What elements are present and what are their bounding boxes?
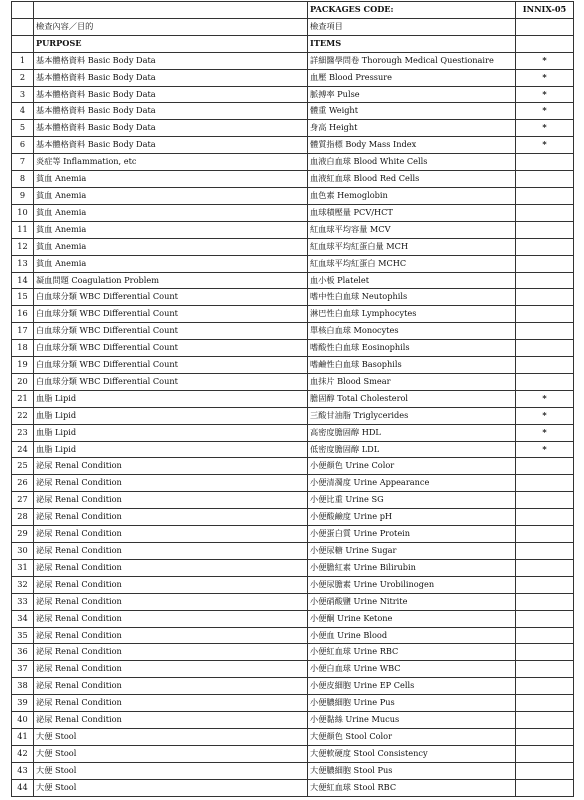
row-item: 小便酸鹼度 Urine pH: [308, 509, 516, 526]
row-purpose: 泌尿 Renal Condition: [34, 559, 308, 576]
row-purpose: 貧血 Anemia: [34, 255, 308, 272]
row-number: 16: [12, 306, 34, 323]
row-item: 血抹片 Blood Smear: [308, 373, 516, 390]
row-number: 5: [12, 120, 34, 137]
row-included-mark: [516, 661, 574, 678]
row-number: 9: [12, 187, 34, 204]
table-row: [12, 255, 574, 272]
row-included-mark: [516, 526, 574, 543]
row-purpose: 基本體格資料 Basic Body Data: [34, 103, 308, 120]
row-included-mark: [516, 728, 574, 745]
table-row: [12, 390, 574, 407]
row-included-mark: [516, 187, 574, 204]
table-row: [12, 272, 574, 289]
row-included-mark: [516, 238, 574, 255]
row-item: 小便膿細胞 Urine Pus: [308, 695, 516, 712]
row-item: 單核白血球 Monocytes: [308, 323, 516, 340]
row-number: 30: [12, 543, 34, 560]
row-item: 小便酮 Urine Ketone: [308, 610, 516, 627]
header-blank-cell: [516, 35, 574, 52]
row-item: 大便軟硬度 Stool Consistency: [308, 745, 516, 762]
row-purpose: 貧血 Anemia: [34, 238, 308, 255]
row-item: 大便膿細胞 Stool Pus: [308, 762, 516, 779]
table-row: [12, 289, 574, 306]
row-item: 高密度膽固醇 HDL: [308, 424, 516, 441]
row-item: 體質指標 Body Mass Index: [308, 137, 516, 154]
row-item: 小便比重 Urine SG: [308, 492, 516, 509]
table-row: [12, 187, 574, 204]
table-row: [12, 475, 574, 492]
purpose-header-zh: 檢查內容／目的: [34, 18, 308, 35]
table-row: [12, 238, 574, 255]
row-purpose: 泌尿 Renal Condition: [34, 475, 308, 492]
row-number: 38: [12, 678, 34, 695]
row-purpose: 大便 Stool: [34, 762, 308, 779]
row-purpose: 血脂 Lipid: [34, 441, 308, 458]
row-purpose: 泌尿 Renal Condition: [34, 543, 308, 560]
row-number: 21: [12, 390, 34, 407]
row-purpose: 貧血 Anemia: [34, 187, 308, 204]
row-item: 小便清濁度 Urine Appearance: [308, 475, 516, 492]
row-number: 15: [12, 289, 34, 306]
row-number: 31: [12, 559, 34, 576]
table-row: [12, 340, 574, 357]
table-row: [12, 86, 574, 103]
table-row: [12, 424, 574, 441]
row-number: 20: [12, 373, 34, 390]
table-row: [12, 69, 574, 86]
header-blank-cell: [34, 2, 308, 19]
header-blank-cell: [12, 2, 34, 19]
row-purpose: 凝血問題 Coagulation Problem: [34, 272, 308, 289]
row-number: 18: [12, 340, 34, 357]
row-item: 血色素 Hemoglobin: [308, 187, 516, 204]
row-item: 血小板 Platelet: [308, 272, 516, 289]
row-purpose: 白血球分類 WBC Differential Count: [34, 340, 308, 357]
row-purpose: 血脂 Lipid: [34, 390, 308, 407]
row-included-mark: *: [516, 52, 574, 69]
table-row: [12, 306, 574, 323]
table-row: [12, 543, 574, 560]
header-row-zh: [12, 18, 574, 35]
row-purpose: 貧血 Anemia: [34, 204, 308, 221]
row-included-mark: *: [516, 390, 574, 407]
table-row: [12, 728, 574, 745]
row-number: 35: [12, 627, 34, 644]
packages-code-label: PACKAGES CODE:: [308, 2, 516, 19]
table-row: [12, 593, 574, 610]
row-number: 41: [12, 728, 34, 745]
row-item: 大便顏色 Stool Color: [308, 728, 516, 745]
row-included-mark: *: [516, 86, 574, 103]
header-blank-cell: [12, 18, 34, 35]
table-row: [12, 52, 574, 69]
row-item: 體重 Weight: [308, 103, 516, 120]
row-purpose: 泌尿 Renal Condition: [34, 678, 308, 695]
table-row: [12, 526, 574, 543]
row-item: 小便黏絲 Urine Mucus: [308, 712, 516, 729]
table-row: [12, 171, 574, 188]
row-number: 24: [12, 441, 34, 458]
row-purpose: 基本體格資料 Basic Body Data: [34, 120, 308, 137]
row-item: 脈搏率 Pulse: [308, 86, 516, 103]
row-number: 7: [12, 154, 34, 171]
row-purpose: 泌尿 Renal Condition: [34, 593, 308, 610]
package-sheet: [11, 1, 574, 797]
row-purpose: 白血球分類 WBC Differential Count: [34, 357, 308, 374]
row-included-mark: [516, 745, 574, 762]
row-included-mark: [516, 154, 574, 171]
table-row: [12, 712, 574, 729]
row-item: 嗜中性白血球 Neutophils: [308, 289, 516, 306]
table-row: [12, 323, 574, 340]
row-number: 11: [12, 221, 34, 238]
row-item: 小便紅血球 Urine RBC: [308, 644, 516, 661]
row-purpose: 泌尿 Renal Condition: [34, 661, 308, 678]
row-purpose: 基本體格資料 Basic Body Data: [34, 86, 308, 103]
row-included-mark: [516, 204, 574, 221]
row-purpose: 大便 Stool: [34, 779, 308, 796]
row-item: 小便硝酸鹽 Urine Nitrite: [308, 593, 516, 610]
row-item: 小便尿膽素 Urine Urobilinogen: [308, 576, 516, 593]
row-purpose: 白血球分類 WBC Differential Count: [34, 306, 308, 323]
row-item: 詳細醫學問卷 Thorough Medical Questionaire: [308, 52, 516, 69]
row-included-mark: [516, 509, 574, 526]
row-item: 淋巴性白血球 Lymphocytes: [308, 306, 516, 323]
row-purpose: 泌尿 Renal Condition: [34, 695, 308, 712]
row-item: 血液白血球 Blood White Cells: [308, 154, 516, 171]
row-included-mark: [516, 340, 574, 357]
row-item: 小便血 Urine Blood: [308, 627, 516, 644]
row-purpose: 大便 Stool: [34, 745, 308, 762]
row-purpose: 泌尿 Renal Condition: [34, 610, 308, 627]
row-included-mark: [516, 695, 574, 712]
table-row: [12, 458, 574, 475]
row-purpose: 泌尿 Renal Condition: [34, 492, 308, 509]
row-number: 3: [12, 86, 34, 103]
row-purpose: 基本體格資料 Basic Body Data: [34, 52, 308, 69]
row-included-mark: [516, 543, 574, 560]
row-number: 28: [12, 509, 34, 526]
row-included-mark: [516, 678, 574, 695]
row-item: 血球積壓量 PCV/HCT: [308, 204, 516, 221]
row-included-mark: [516, 255, 574, 272]
row-included-mark: [516, 458, 574, 475]
row-purpose: 貧血 Anemia: [34, 171, 308, 188]
table-row: [12, 745, 574, 762]
row-number: 17: [12, 323, 34, 340]
table-row: [12, 661, 574, 678]
row-number: 27: [12, 492, 34, 509]
row-purpose: 白血球分類 WBC Differential Count: [34, 373, 308, 390]
table-row: [12, 441, 574, 458]
row-included-mark: [516, 593, 574, 610]
row-included-mark: [516, 221, 574, 238]
row-included-mark: [516, 323, 574, 340]
row-purpose: 炎症等 Inflammation, etc: [34, 154, 308, 171]
header-blank-cell: [516, 18, 574, 35]
row-included-mark: [516, 644, 574, 661]
row-number: 1: [12, 52, 34, 69]
row-number: 6: [12, 137, 34, 154]
table-row: [12, 120, 574, 137]
row-number: 36: [12, 644, 34, 661]
table-row: [12, 137, 574, 154]
row-purpose: 血脂 Lipid: [34, 424, 308, 441]
row-included-mark: *: [516, 407, 574, 424]
row-number: 29: [12, 526, 34, 543]
row-item: 血壓 Blood Pressure: [308, 69, 516, 86]
row-number: 13: [12, 255, 34, 272]
row-number: 40: [12, 712, 34, 729]
table-row: [12, 407, 574, 424]
table-row: [12, 610, 574, 627]
items-header-en: ITEMS: [308, 35, 516, 52]
header-row-en: [12, 35, 574, 52]
row-item: 嗜酸性白血球 Eosinophils: [308, 340, 516, 357]
table-row: [12, 357, 574, 374]
row-number: 14: [12, 272, 34, 289]
table-row: [12, 373, 574, 390]
row-included-mark: *: [516, 103, 574, 120]
row-item: 小便蛋白質 Urine Protein: [308, 526, 516, 543]
table-row: [12, 154, 574, 171]
table-row: [12, 221, 574, 238]
row-purpose: 泌尿 Renal Condition: [34, 644, 308, 661]
header-blank-cell: [12, 35, 34, 52]
row-included-mark: [516, 373, 574, 390]
row-purpose: 泌尿 Renal Condition: [34, 627, 308, 644]
row-purpose: 大便 Stool: [34, 728, 308, 745]
row-number: 26: [12, 475, 34, 492]
table-row: [12, 492, 574, 509]
row-item: 血液紅血球 Blood Red Cells: [308, 171, 516, 188]
row-included-mark: [516, 171, 574, 188]
row-number: 37: [12, 661, 34, 678]
table-row: [12, 576, 574, 593]
row-number: 43: [12, 762, 34, 779]
row-purpose: 白血球分類 WBC Differential Count: [34, 289, 308, 306]
row-included-mark: *: [516, 120, 574, 137]
row-purpose: 貧血 Anemia: [34, 221, 308, 238]
row-item: 紅血球平均紅蛋白量 MCH: [308, 238, 516, 255]
row-purpose: 基本體格資料 Basic Body Data: [34, 69, 308, 86]
table-row: [12, 762, 574, 779]
row-included-mark: [516, 306, 574, 323]
row-item: 小便膽紅素 Urine Bilirubin: [308, 559, 516, 576]
table-row: [12, 644, 574, 661]
row-purpose: 血脂 Lipid: [34, 407, 308, 424]
items-header-zh: 檢查項目: [308, 18, 516, 35]
row-included-mark: [516, 289, 574, 306]
row-number: 42: [12, 745, 34, 762]
row-purpose: 泌尿 Renal Condition: [34, 458, 308, 475]
row-purpose: 泌尿 Renal Condition: [34, 712, 308, 729]
row-number: 25: [12, 458, 34, 475]
row-purpose: 泌尿 Renal Condition: [34, 576, 308, 593]
packages-code-value: INNIX-05: [516, 2, 574, 19]
table-row: [12, 779, 574, 796]
header-row-code: [12, 2, 574, 19]
table-row: [12, 627, 574, 644]
row-included-mark: [516, 357, 574, 374]
row-purpose: 泌尿 Renal Condition: [34, 509, 308, 526]
row-included-mark: *: [516, 69, 574, 86]
row-item: 小便皮細胞 Urine EP Cells: [308, 678, 516, 695]
row-number: 23: [12, 424, 34, 441]
row-included-mark: [516, 779, 574, 796]
row-number: 12: [12, 238, 34, 255]
row-included-mark: [516, 559, 574, 576]
row-item: 身高 Height: [308, 120, 516, 137]
row-number: 44: [12, 779, 34, 796]
row-included-mark: [516, 762, 574, 779]
row-item: 低密度膽固醇 LDL: [308, 441, 516, 458]
row-purpose: 泌尿 Renal Condition: [34, 526, 308, 543]
row-item: 紅血球平均紅蛋白 MCHC: [308, 255, 516, 272]
table-row: [12, 509, 574, 526]
row-number: 32: [12, 576, 34, 593]
package-items-table: [11, 1, 574, 797]
row-included-mark: [516, 475, 574, 492]
row-included-mark: *: [516, 424, 574, 441]
row-item: 小便尿糖 Urine Sugar: [308, 543, 516, 560]
row-included-mark: [516, 272, 574, 289]
row-item: 膽固醇 Total Cholesterol: [308, 390, 516, 407]
table-row: [12, 204, 574, 221]
row-item: 大便紅血球 Stool RBC: [308, 779, 516, 796]
row-included-mark: [516, 627, 574, 644]
row-included-mark: [516, 610, 574, 627]
row-purpose: 白血球分類 WBC Differential Count: [34, 323, 308, 340]
row-item: 嗜鹼性白血球 Basophils: [308, 357, 516, 374]
row-number: 19: [12, 357, 34, 374]
row-item: 小便白血球 Urine WBC: [308, 661, 516, 678]
row-number: 34: [12, 610, 34, 627]
row-included-mark: [516, 712, 574, 729]
row-number: 10: [12, 204, 34, 221]
row-number: 39: [12, 695, 34, 712]
row-item: 小便顏色 Urine Color: [308, 458, 516, 475]
table-row: [12, 559, 574, 576]
row-included-mark: [516, 576, 574, 593]
row-included-mark: *: [516, 441, 574, 458]
row-number: 33: [12, 593, 34, 610]
row-number: 2: [12, 69, 34, 86]
purpose-header-en: PURPOSE: [34, 35, 308, 52]
table-row: [12, 695, 574, 712]
row-included-mark: *: [516, 137, 574, 154]
row-included-mark: [516, 492, 574, 509]
row-item: 三酸甘油脂 Triglycerides: [308, 407, 516, 424]
row-item: 紅血球平均容量 MCV: [308, 221, 516, 238]
table-row: [12, 103, 574, 120]
row-number: 8: [12, 171, 34, 188]
table-row: [12, 678, 574, 695]
row-purpose: 基本體格資料 Basic Body Data: [34, 137, 308, 154]
row-number: 4: [12, 103, 34, 120]
row-number: 22: [12, 407, 34, 424]
